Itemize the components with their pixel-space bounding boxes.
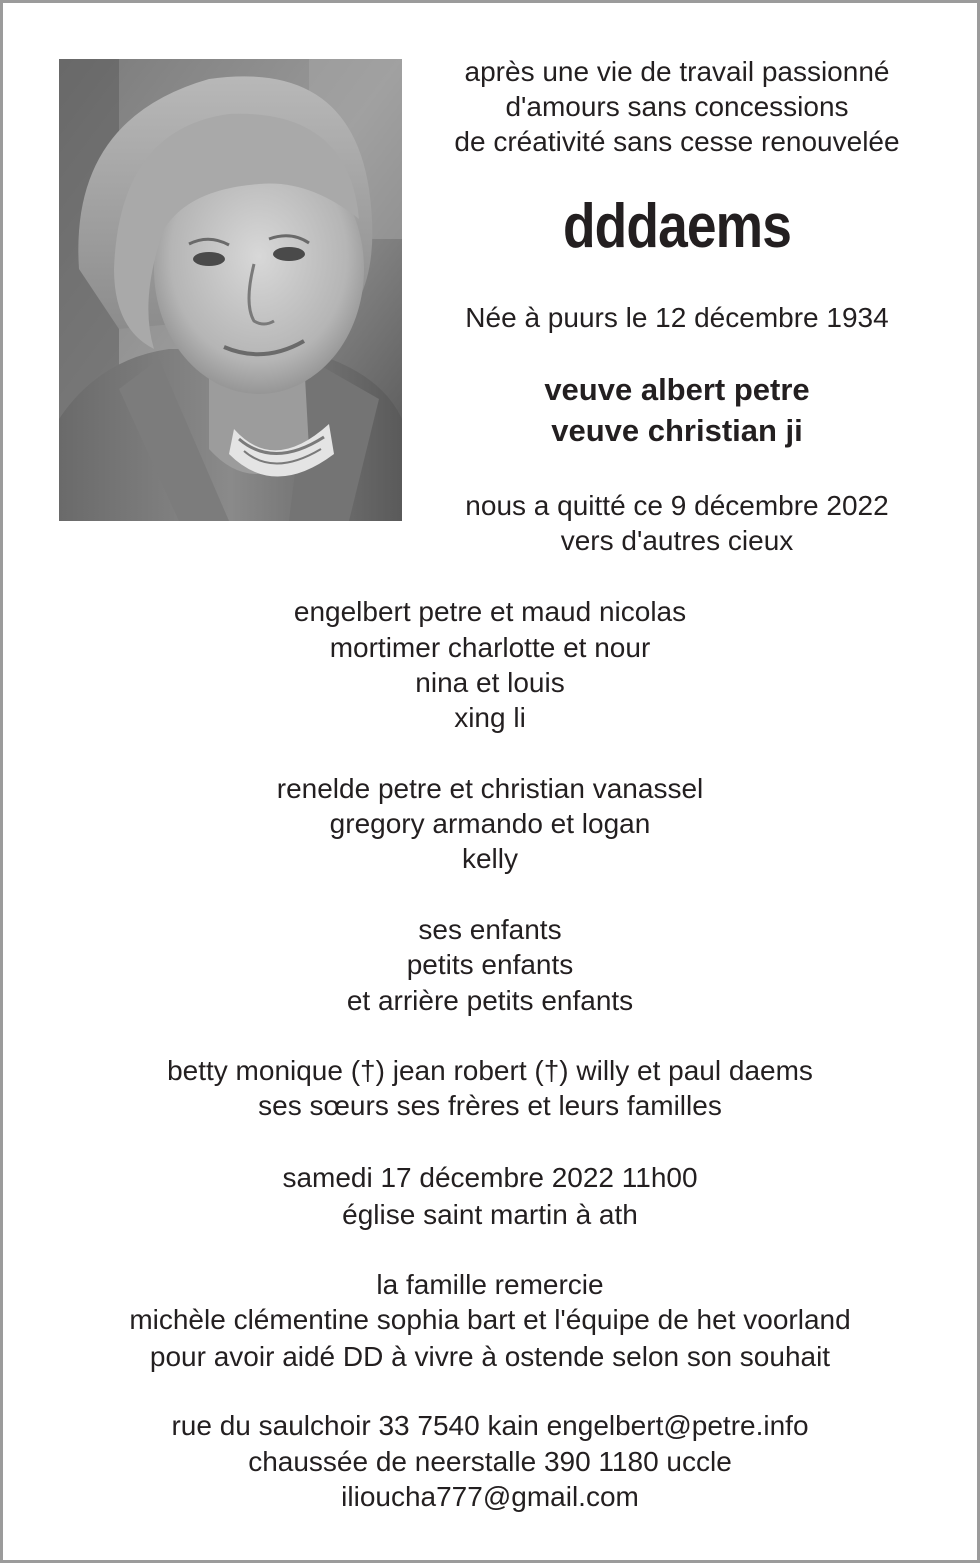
death-line: vers d'autres cieux xyxy=(560,525,794,556)
birth-line: Née à puurs le 12 décembre 1934 xyxy=(465,302,889,333)
thanks-line: michèle clémentine sophia bart et l'équipe de het voorland xyxy=(129,1304,851,1335)
portrait-photo xyxy=(59,59,402,521)
widow-line: veuve albert petre xyxy=(544,372,810,407)
deceased-name: dddaems xyxy=(562,192,792,261)
family-line: nina et louis xyxy=(415,667,565,698)
thanks-line: pour avoir aidé DD à vivre à ostende selon son souhait xyxy=(149,1341,831,1372)
family-line: engelbert petre et maud nicolas xyxy=(293,596,687,627)
intro-line: après une vie de travail passionné xyxy=(464,56,890,87)
ceremony-line: église saint martin à ath xyxy=(342,1199,638,1230)
email-line: ilioucha777@gmail.com xyxy=(341,1481,639,1512)
relation-line: et arrière petits enfants xyxy=(346,985,634,1016)
address-line: rue du saulchoir 33 7540 kain engelbert@petre.info xyxy=(171,1410,809,1441)
death-line: nous a quitté ce 9 décembre 2022 xyxy=(465,490,889,521)
family-line: kelly xyxy=(461,843,518,874)
ceremony-line: samedi 17 décembre 2022 11h00 xyxy=(282,1162,698,1193)
siblings-line: betty monique (†) jean robert (†) willy et paul daems xyxy=(167,1055,813,1086)
address-line: chaussée de neerstalle 390 1180 uccle xyxy=(248,1446,732,1477)
siblings-line: ses sœurs ses frères et leurs familles xyxy=(258,1090,722,1121)
family-line: gregory armando et logan xyxy=(329,808,651,839)
family-line: xing li xyxy=(454,702,526,733)
relation-line: petits enfants xyxy=(406,949,574,980)
relation-line: ses enfants xyxy=(418,914,562,945)
family-line: mortimer charlotte et nour xyxy=(329,632,651,663)
thanks-line: la famille remercie xyxy=(376,1269,604,1300)
widow-line: veuve christian ji xyxy=(551,413,803,448)
intro-line: de créativité sans cesse renouvelée xyxy=(454,126,900,157)
family-line: renelde petre et christian vanassel xyxy=(276,773,704,804)
intro-line: d'amours sans concessions xyxy=(505,91,849,122)
